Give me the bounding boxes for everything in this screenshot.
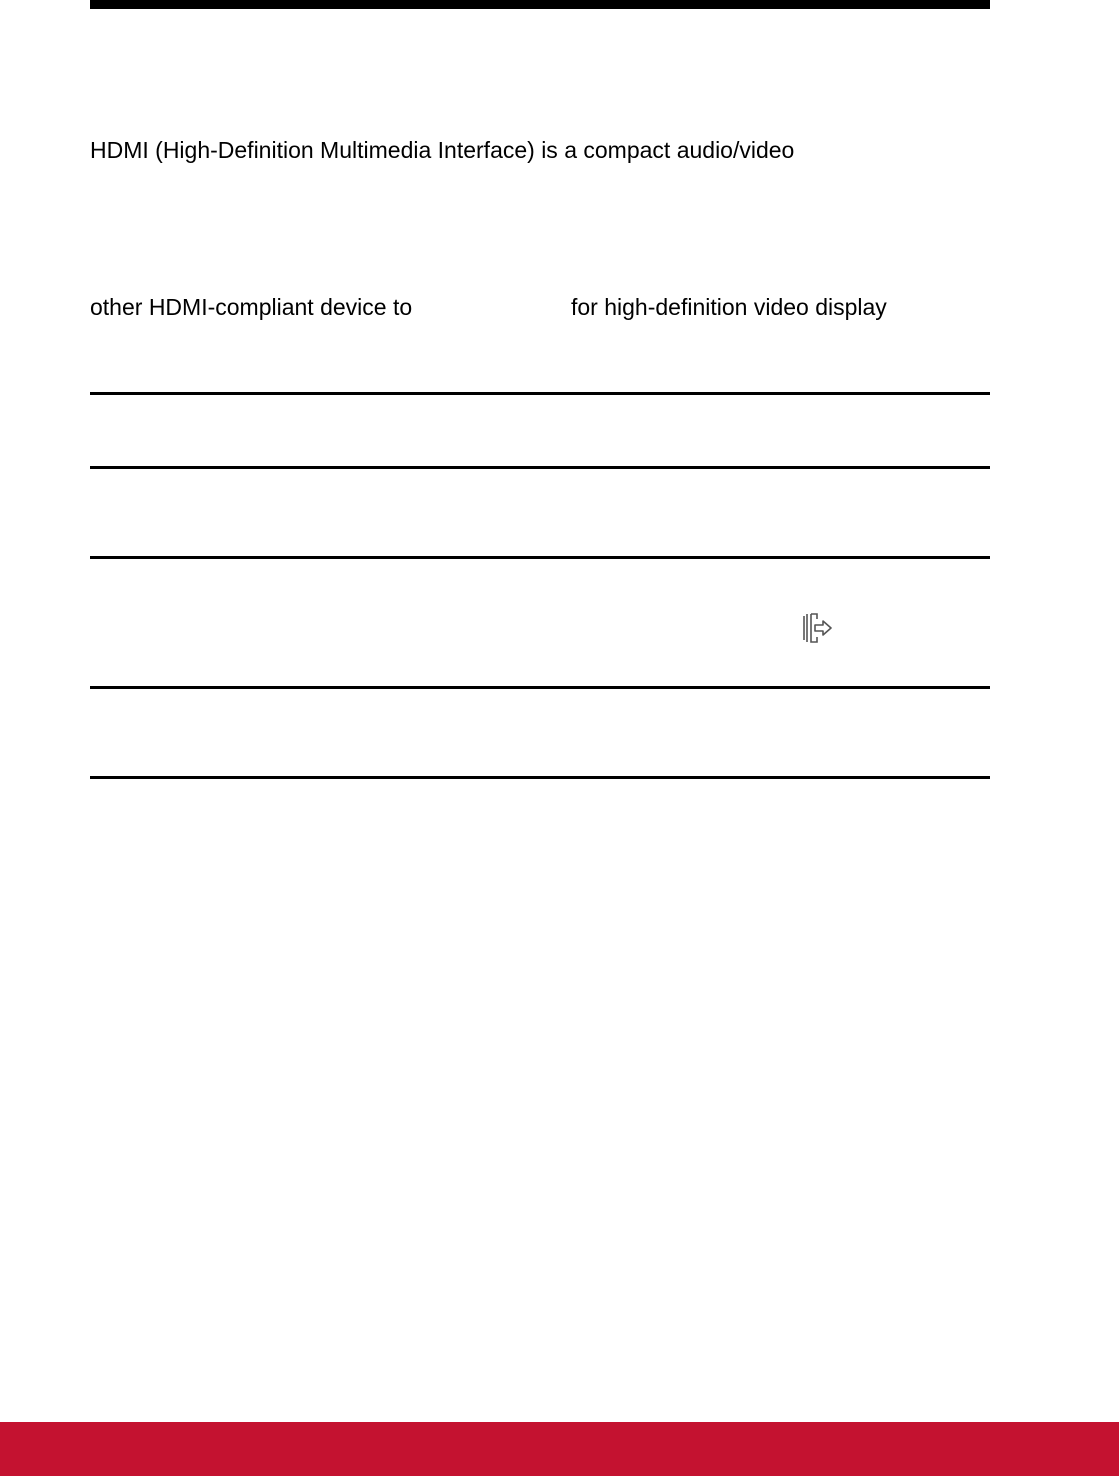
footer-bar (0, 1422, 1119, 1476)
table-rule-4 (90, 686, 990, 689)
paragraph-line-1: HDMI (High-Definition Multimedia Interface) is a compact audio/video (90, 137, 795, 163)
input-source-icon (801, 612, 835, 644)
paragraph-line-2-start: other HDMI-compliant device to (90, 294, 413, 320)
table-rule-5 (90, 776, 990, 779)
top-rule (90, 0, 990, 9)
table-rule-1 (90, 392, 990, 395)
table-rule-2 (90, 466, 990, 469)
paragraph-line-2-end: for high-definition video display (571, 294, 887, 320)
table-rule-3 (90, 556, 990, 559)
